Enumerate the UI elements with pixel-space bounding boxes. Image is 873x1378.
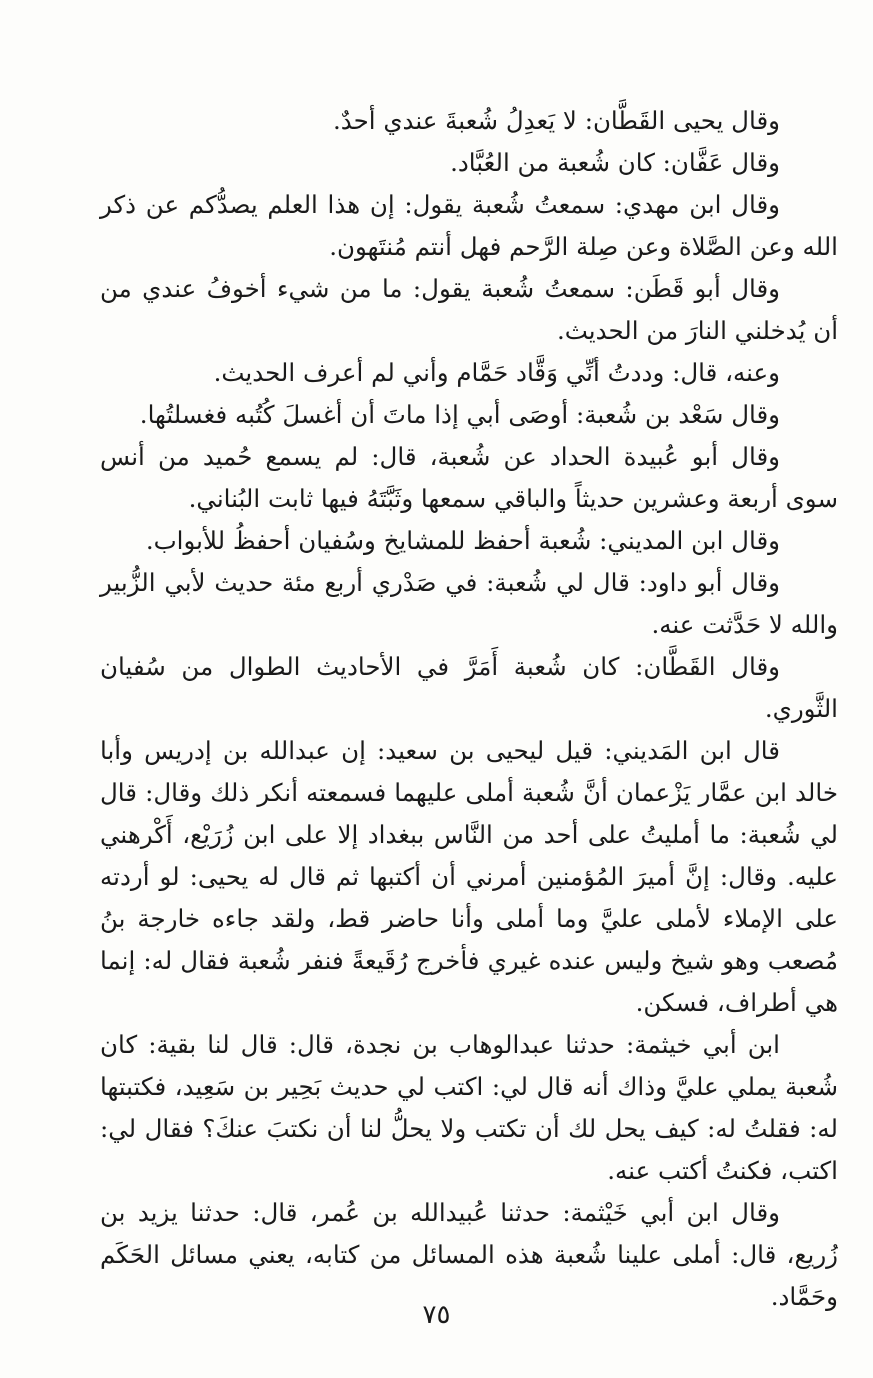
paragraph: وقال ابن مهدي: سمعتُ شُعبة يقول: إن هذا العلم يصدُّكم عن ذكر الله وعن الصَّلاة وعن صِلة الرَّحم فهل أنتم مُنتَهون. [100,190,838,261]
paragraph: وقال ابن أبي خَيْثمة: حدثنا عُبيدالله بن عُمر، قال: حدثنا يزيد بن زُريع، قال: أملى علينا شُعبة هذه المسائل من كتابه، يعني مسائل الحَكَم وحَمَّاد. [100,1198,838,1311]
body-text [100,100,838,1318]
paragraph: وقال يحيى القَطَّان: لا يَعدِلُ شُعبةَ عندي أحدٌ. [332,106,780,135]
page-number: ٧٥ [422,1300,451,1330]
paragraph: وقال ابن المديني: شُعبة أحفظ للمشايخ وسُفيان أحفظُ للأبواب. [145,526,780,555]
paragraph: قال ابن المَديني: قيل ليحيى بن سعيد: إن عبدالله بن إدريس وأبا خالد ابن عمَّار يَزْعمان أنَّ شُعبة أملى عليهما فسمعته أنكر ذلك وقال: قال لي شُعبة: ما أمليتُ على أحد من النَّاس ببغداد إلا على ابن زُرَيْع، أَكْرهني عليه. وقال: إنَّ أميرَ المُؤمنين أمرني أن أكتبها ثم قال له يحيى: لو أردته على الإملاء لأملى عليَّ وما أملى وأنا حاضر قط، ولقد جاءه خارجة بنُ مُصعب وهو شيخ وليس عنده غيري فأخرج رُقَيعةً فنفر شُعبة فقال له: إنما هي أطراف، فسكن. [100,736,838,1017]
paragraph: ابن أبي خيثمة: حدثنا عبدالوهاب بن نجدة، قال: قال لنا بقية: كان شُعبة يملي عليَّ وذاك أنه قال لي: اكتب لي حديث بَحِير بن سَعِيد، فكتبتها له: فقلتُ له: كيف يحل لك أن تكتب ولا يحلُّ لنا أن نكتبَ عنكَ؟ فقال لي: اكتب، فكنتُ أكتب عنه. [100,1030,838,1185]
paragraph: وقال القَطَّان: كان شُعبة أَمَرَّ في الأحاديث الطوال من سُفيان الثَّوري. [100,652,838,723]
paragraph: وقال سَعْد بن شُعبة: أوصَى أبي إذا ماتَ أن أغسلَ كُتُبه فغسلتُها. [139,400,780,429]
paragraph: وقال أبو عُبيدة الحداد عن شُعبة، قال: لم يسمع حُميد من أنس سوى أربعة وعشرين حديثاً والباقي سمعها وثَبَّتَهُ فيها ثابت البُناني. [100,442,838,513]
paragraph: وقال عَفَّان: كان شُعبة من العُبَّاد. [450,148,780,177]
paragraph: وعنه، قال: وددتُ أنِّي وَقَّاد حَمَّام وأني لم أعرف الحديث. [213,358,780,387]
paragraph: وقال أبو قَطَن: سمعتُ شُعبة يقول: ما من شيء أخوفُ عندي من أن يُدخلني النارَ من الحديث. [100,274,838,345]
paragraph: وقال أبو داود: قال لي شُعبة: في صَدْري أربع مئة حديث لأبي الزُّبير والله لا حَدَّثت عنه. [100,568,838,639]
